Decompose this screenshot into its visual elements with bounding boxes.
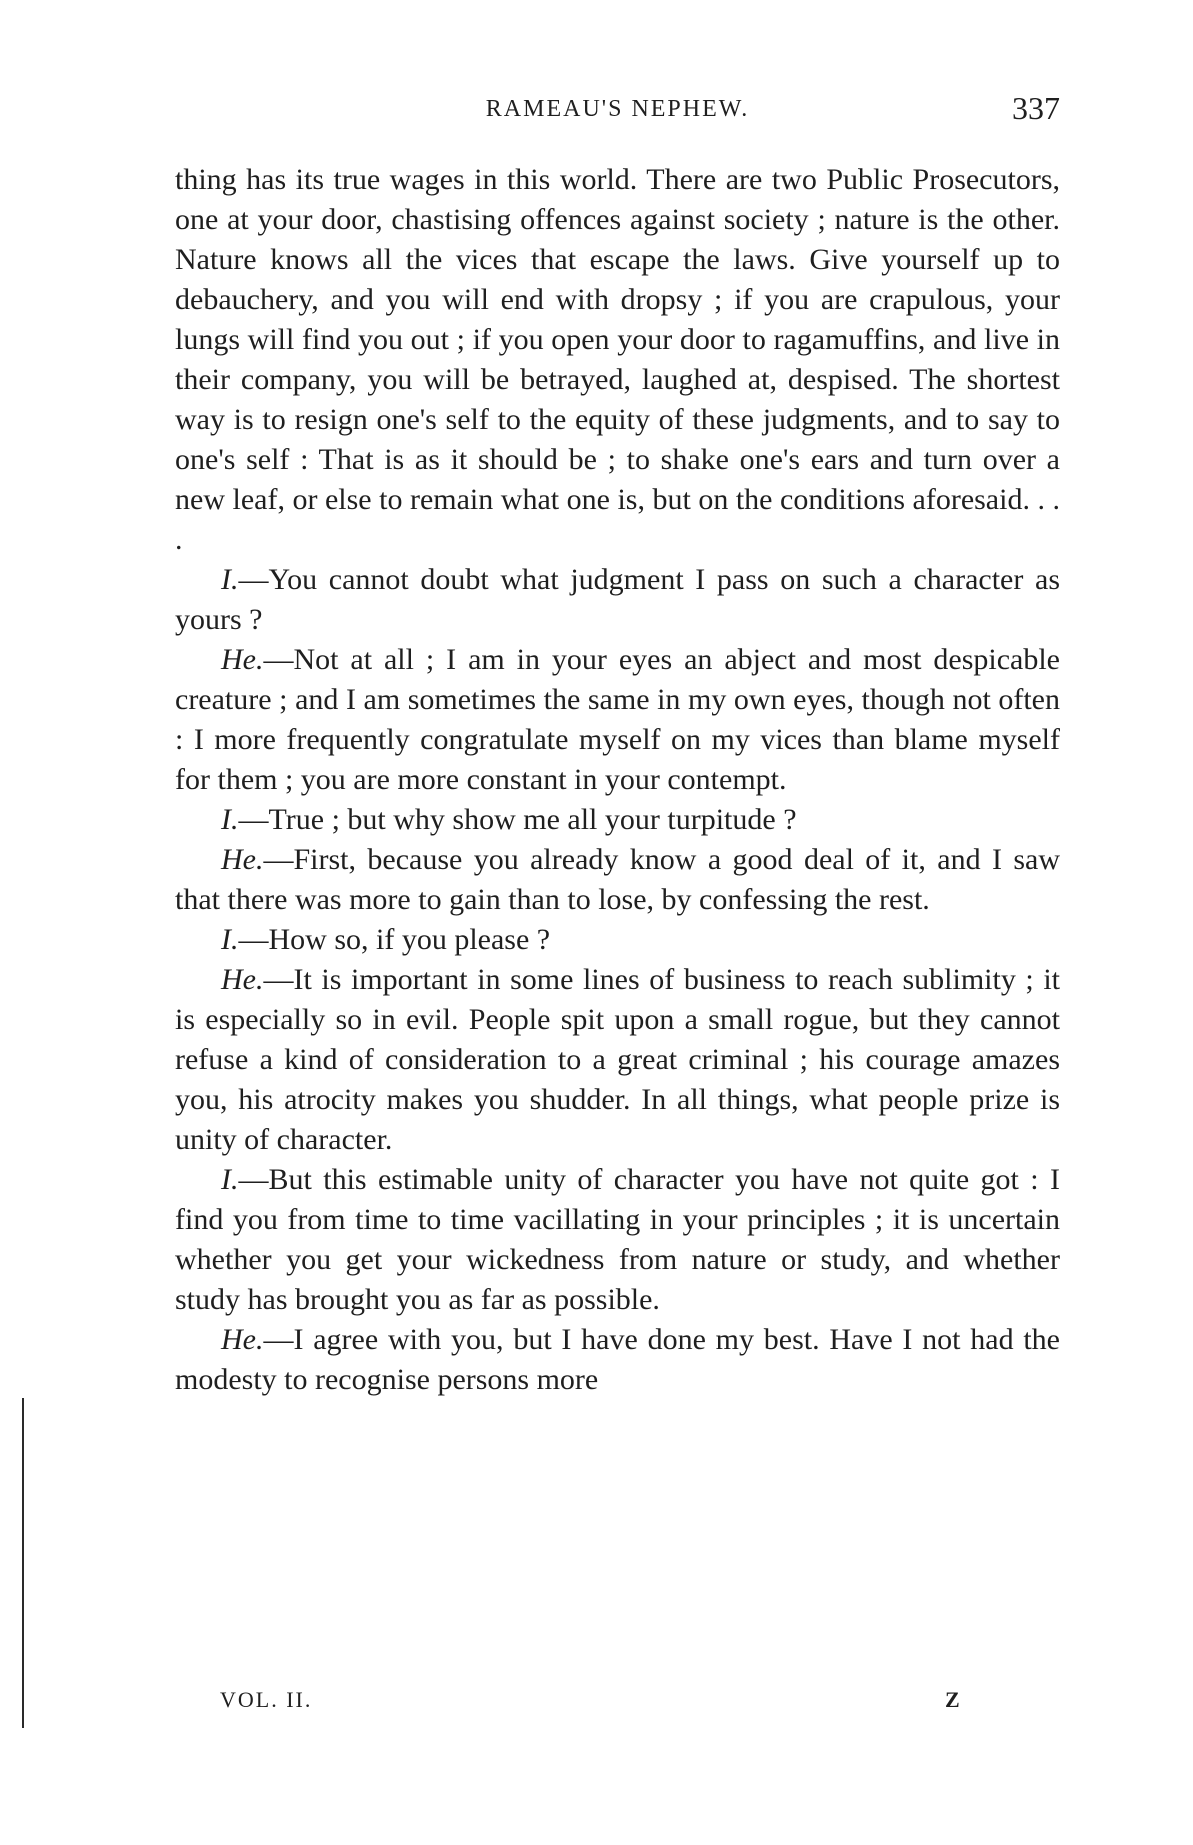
speaker-label: He. [221,843,264,876]
dialogue-paragraph [175,560,1060,640]
running-title: RAMEAU'S NEPHEW. [485,96,750,122]
dialogue-paragraph [175,840,1060,920]
paragraph-text: —True ; but why show me all your turpitude ? [238,803,797,836]
speaker-label: I. [221,923,239,956]
page-header [175,88,1060,138]
paragraph-text: —But this estimable unity of character you have not quite got : I find you from time to time vacillating in your principles ; it is uncertain whether you get your wickedness from nature or study, and whether study has brought you as far as possible. [175,1163,1060,1316]
speaker-label: I. [221,1163,239,1196]
dialogue-paragraph [175,800,1060,840]
body-text [175,160,1060,1400]
speaker-label: He. [221,963,264,996]
sheet-mark: Z [945,1687,960,1712]
dialogue-paragraph [175,640,1060,800]
paragraph-text: thing has its true wages in this world. There are two Public Prosecutors, one at your door, chastising offences against society ; nature is the other. Nature knows all the vices that escape the laws. Give yourself up to debauchery, and you will end with dropsy ; if you are crapulous, your lungs will find you out ; if you open your door to ragamuffins, and live in their company, you will be betrayed, laughed at, despised. The shortest way is to resign one's self to the equity of these judgments, and to say to one's self : That is as it should be ; to shake one's ears and turn over a new leaf, or else to remain what one is, but on the conditions aforesaid. . . . [175,163,1060,556]
volume-signature: VOL. II. [220,1687,313,1712]
speaker-label: He. [221,1323,264,1356]
paragraph-text: —You cannot doubt what judgment I pass on such a character as yours ? [175,563,1060,636]
speaker-label: I. [221,803,239,836]
page-footer [175,1687,1060,1723]
paragraph-text: —First, because you already know a good deal of it, and I saw that there was more to gain than to lose, by confessing the rest. [175,843,1060,916]
speaker-label: He. [221,643,264,676]
paragraph-text: —It is important in some lines of business to reach sublimity ; it is especially so in evil. People spit upon a small rogue, but they cannot refuse a kind of consideration to a great criminal ; his courage amazes you, his atrocity makes you shudder. In all things, what people prize is unity of character. [175,963,1060,1156]
speaker-label: I. [221,563,239,596]
dialogue-paragraph [175,1160,1060,1320]
dialogue-paragraph [175,1320,1060,1400]
paragraph-text: —I agree with you, but I have done my best. Have I not had the modesty to recognise persons more [175,1323,1060,1396]
gutter-line [22,1398,24,1728]
dialogue-paragraph [175,960,1060,1160]
paragraph-continuation [175,160,1060,560]
dialogue-paragraph [175,920,1060,960]
paragraph-text: —Not at all ; I am in your eyes an abject and most despicable creature ; and I am sometimes the same in my own eyes, though not often : I more frequently congratulate myself on my vices than blame myself for them ; you are more constant in your contempt. [175,643,1060,796]
page-number: 337 [1012,90,1060,126]
paragraph-text: —How so, if you please ? [238,923,551,956]
